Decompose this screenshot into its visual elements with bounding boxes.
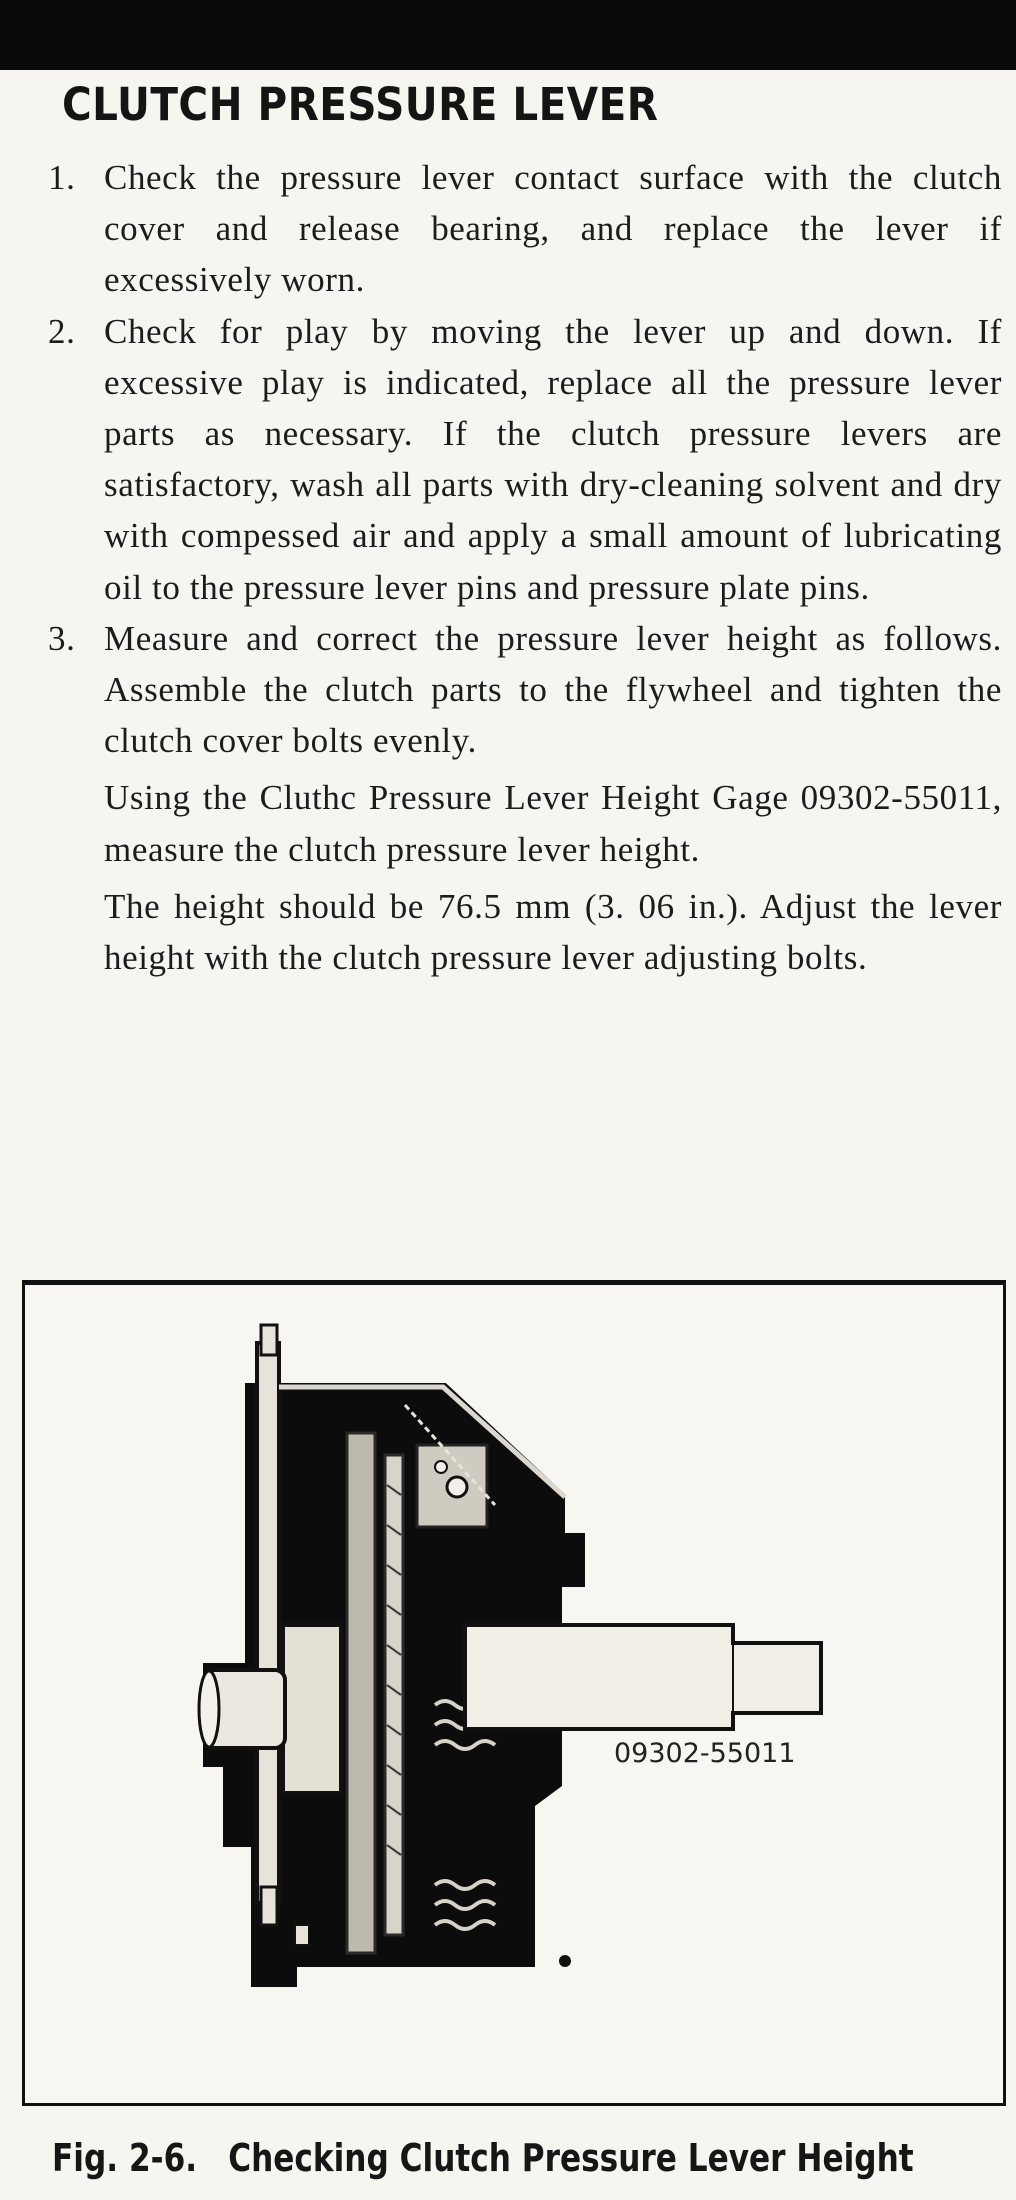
step-2 bbox=[48, 306, 1002, 613]
figure-caption bbox=[52, 2136, 914, 2180]
pressure-plate bbox=[347, 1433, 375, 1953]
tool-number-label: 09302-55011 bbox=[614, 1738, 796, 1769]
step-text: Check for play by moving the lever up and down. If excessive play is indicated, replace all the pressure lever parts as necessary. If the clutch pressure levers are satisfactory, wash all parts with dry-cleaning solvent and dry with compessed air and apply a small amount of lubricating oil to the pressure lever pins and pressure plate pins. bbox=[104, 311, 1002, 607]
gage-shaft bbox=[465, 1625, 821, 1729]
flange-plate bbox=[257, 1343, 279, 1903]
hub bbox=[283, 1625, 341, 1793]
instruction-steps bbox=[48, 152, 1002, 983]
step-number: 2. bbox=[48, 311, 76, 351]
step-number: 1. bbox=[48, 158, 76, 197]
step-text: Check the pressure lever contact surface with the clutch cover and release bearing, and replace the lever if excessively worn. bbox=[104, 158, 1002, 300]
step-number: 3. bbox=[48, 618, 76, 658]
step-text: Using the Cluthc Pressure Lever Height Gage 09302-55011, measure the clutch pressure lever height. bbox=[104, 778, 1002, 869]
step-text: The height should be 76.5 mm (3. 06 in.). Adjust the lever height with the clutch pressure lever adjusting bolts. bbox=[104, 886, 1002, 978]
figure-caption-text: Checking Clutch Pressure Lever Height bbox=[228, 2136, 914, 2180]
top-black-bar bbox=[0, 0, 1016, 70]
figure-number: Fig. 2-6. bbox=[52, 2136, 198, 2180]
clutch-gage-illustration bbox=[25, 1285, 1003, 2103]
step-text: Measure and correct the pressure lever height as follows. Assemble the clutch parts to the flywheel and tighten the clutch cover bolts evenly. bbox=[104, 618, 1002, 761]
step-1 bbox=[48, 152, 1002, 306]
section-heading: CLUTCH PRESSURE LEVER bbox=[62, 78, 659, 131]
step-3 bbox=[48, 613, 1002, 983]
figure-frame bbox=[22, 1280, 1006, 2106]
